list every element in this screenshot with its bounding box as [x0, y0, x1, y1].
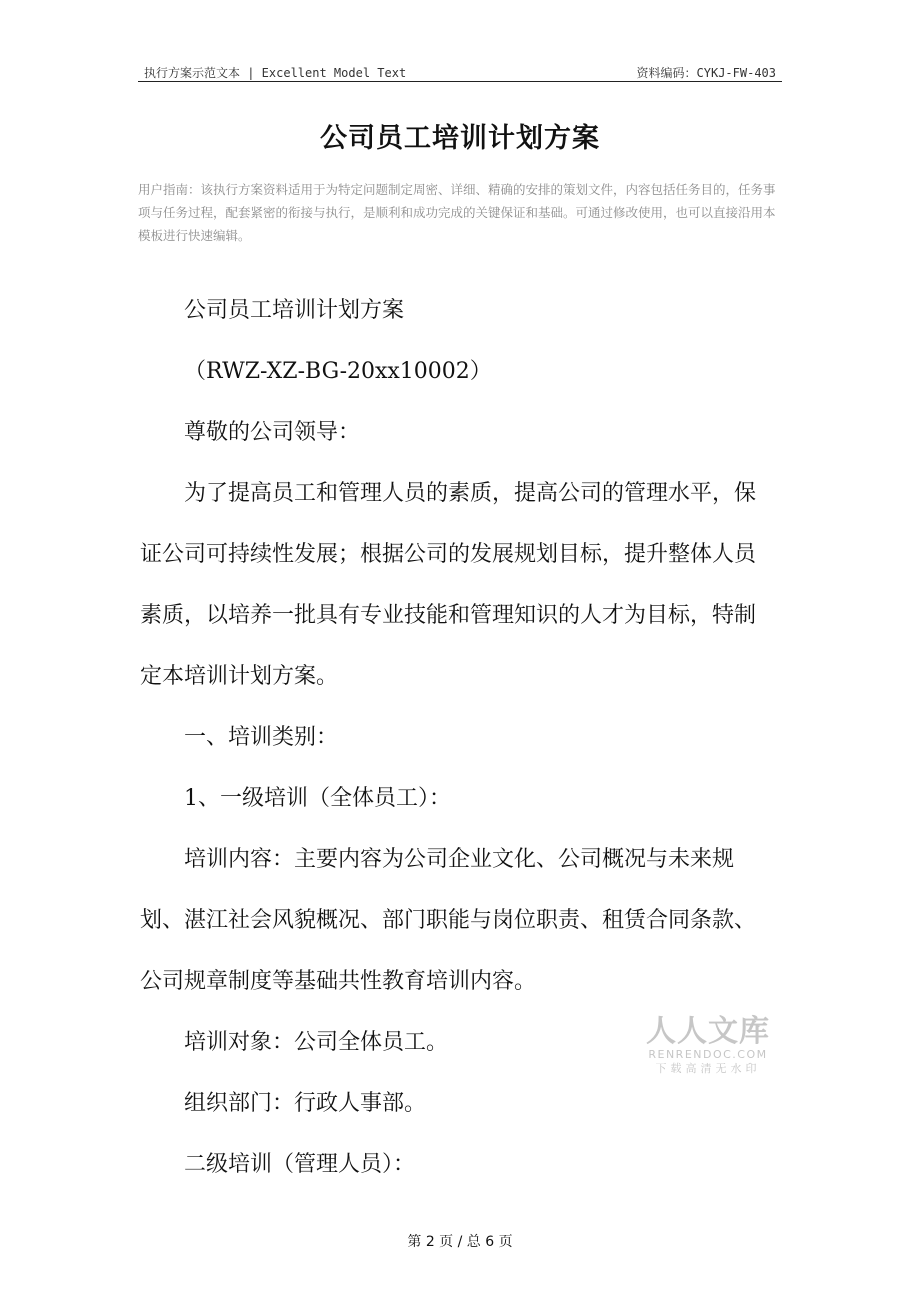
- user-guide-text: 用户指南：该执行方案资料适用于为特定问题制定周密、详细、精确的安排的策划文件，内容包括任务目的，任务事项与任务过程，配套紧密的衔接与执行，是顺利和成功完成的关键保证和基础。可通过修改使用，也可以直接沿用本模板进行快速编辑。: [138, 182, 776, 243]
- paragraph-plan-code: （RWZ-XZ-BG-20xx10002）: [184, 359, 492, 384]
- watermark-domain-text: RENRENDOC.COM: [648, 1048, 768, 1061]
- header-left-text: 执行方案示范文本 | Excellent Model Text: [144, 66, 407, 80]
- page-number: 第 2 页 / 总 6 页: [407, 1234, 513, 1250]
- subheading-level-two-training: 二级培训（管理人员）：: [184, 1152, 416, 1177]
- section-heading-training-types: 一、培训类别：: [184, 725, 339, 750]
- watermark-sub-text: 下载高清无水印: [655, 1062, 761, 1075]
- paragraph-plan-name: 公司员工培训计划方案: [184, 298, 405, 323]
- watermark-main-text: 人人文库: [646, 1014, 770, 1049]
- watermark-logo: [638, 1016, 778, 1076]
- document-code: 资料编码：CYKJ-FW-403: [636, 66, 776, 80]
- document-title: 公司员工培训计划方案: [320, 123, 600, 154]
- paragraph-training-target: 培训对象：公司全体员工。: [184, 1030, 449, 1055]
- paragraph-purpose: 为了提高员工和管理人员的素质，提高公司的管理水平，保证公司可持续性发展；根据公司的发展规划目标，提升整体人员素质，以培养一批具有专业技能和管理知识的人才为目标，特制定本培训计划方案。: [140, 481, 757, 689]
- subheading-level-one-training: 1、一级培训（全体员工）：: [184, 786, 451, 811]
- header-divider: [138, 81, 782, 82]
- page-header: [138, 62, 782, 82]
- paragraph-salutation: 尊敬的公司领导：: [184, 420, 361, 445]
- paragraph-organizing-department: 组织部门：行政人事部。: [184, 1091, 427, 1116]
- paragraph-training-content: 培训内容：主要内容为公司企业文化、公司概况与未来规划、湛江社会风貌概况、部门职能与岗位职责、租赁合同条款、公司规章制度等基础共性教育培训内容。: [140, 847, 757, 994]
